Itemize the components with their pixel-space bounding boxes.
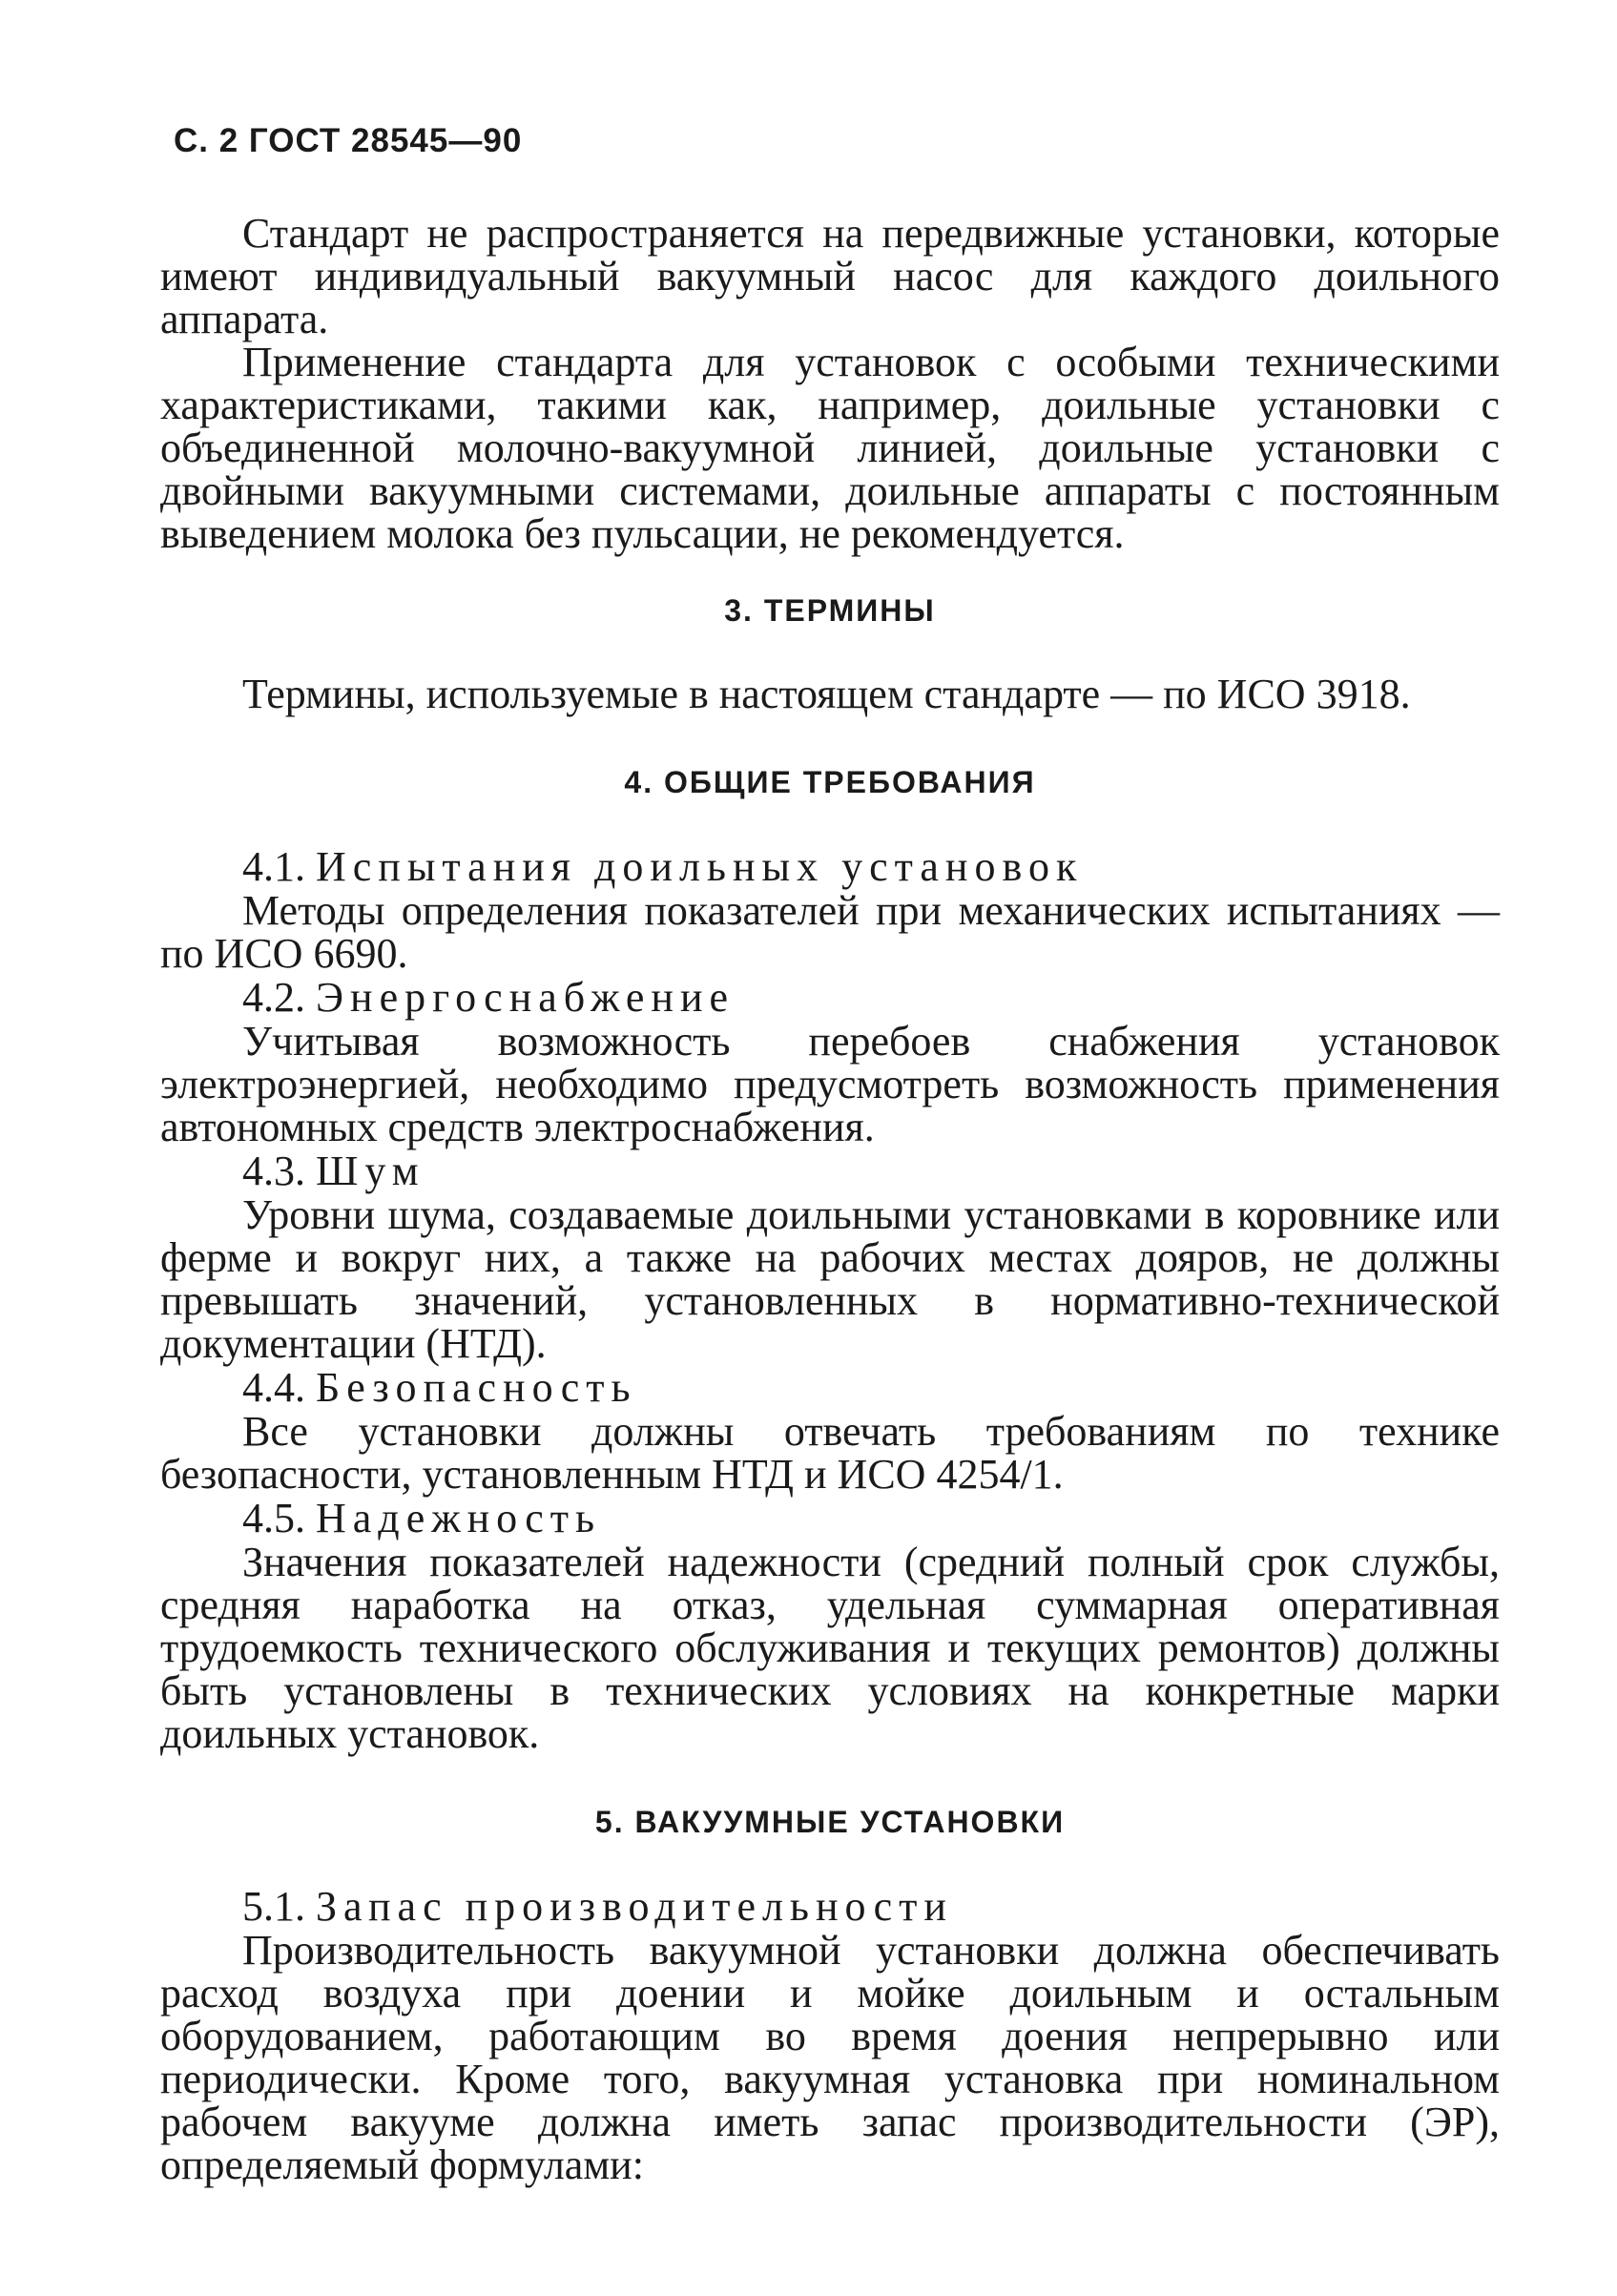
subsection-number: 4.2.	[242, 974, 305, 1021]
subsection-title: Безопасность	[316, 1364, 637, 1411]
intro-paragraph-2: Применение стандарта для установок с особыми техническими характеристиками, такими как, например, доильные установки с объединенной молочно-вакуумной линией, доильные установки с двойными вакуумными системами, доильные аппараты с постоянным выведением молока без пульсации, не рекомендуется.	[160, 339, 1500, 557]
intro-paragraph-1: Стандарт не распространяется на передвижные установки, которые имеют индивидуальный вакуумный насос для каждого доильного аппарата.	[160, 210, 1500, 342]
section-5-title: 5. ВАКУУМНЫЕ УСТАНОВКИ	[594, 1805, 1066, 1839]
subsection-5-1-heading	[160, 1884, 1500, 1929]
subsection-number: 4.3.	[242, 1148, 305, 1194]
subsection-4-5-text: Значения показателей надежности (средний полный срок службы, средняя наработка на отказ, удельная суммарная оперативная трудоемкость технического обслуживания и текущих ремонтов) должны быть установлены в технических условиях на конкретные марки доильных установок.	[160, 1539, 1500, 1757]
subsection-4-4-text: Все установки должны отвечать требованиям по технике безопасности, установленным НТД и ИСО 4254/1.	[160, 1408, 1500, 1498]
subsection-title: Надежность	[316, 1495, 602, 1541]
subsection-4-3-text: Уровни шума, создаваемые доильными установками в коровнике или ферме и вокруг них, а также на рабочих местах дояров, не должны превышать значений, установленных в нормативно-технической документации (НТД).	[160, 1191, 1500, 1367]
subsection-title: Энергоснабжение	[316, 974, 736, 1021]
subsection-4-1-heading	[160, 844, 1500, 889]
section-3-text: Термины, используемые в настоящем стандарте — по ИСО 3918.	[242, 671, 1411, 717]
section-4-title: 4. ОБЩИЕ ТРЕБОВАНИЯ	[624, 765, 1036, 799]
subsection-4-2-heading	[160, 975, 1500, 1020]
subsection-number: 4.5.	[242, 1495, 305, 1541]
subsection-number: 4.4.	[242, 1364, 305, 1411]
subsection-4-3-heading	[160, 1148, 1500, 1193]
section-3-title: 3. ТЕРМИНЫ	[724, 593, 936, 628]
subsection-title: Запас производительности	[316, 1883, 953, 1930]
subsection-4-4-heading	[160, 1365, 1500, 1410]
page-header: С. 2 ГОСТ 28545—90	[174, 122, 523, 159]
subsection-title: Испытания доильных установок	[316, 843, 1084, 890]
subsection-number: 4.1.	[242, 843, 305, 890]
subsection-number: 5.1.	[242, 1883, 305, 1930]
subsection-4-2-text: Учитывая возможность перебоев снабжения установок электроэнергией, необходимо предусмотреть возможность применения автономных средств электроснабжения.	[160, 1018, 1500, 1150]
subsection-4-5-heading	[160, 1496, 1500, 1541]
subsection-4-1-text: Методы определения показателей при механических испытаниях — по ИСО 6690.	[160, 887, 1500, 977]
subsection-title: Шум	[316, 1148, 425, 1194]
subsection-5-1-text: Производительность вакуумной установки должна обеспечивать расход воздуха при доении и мойке доильным и остальным оборудованием, работающим во время доения непрерывно или периодически. Кроме того, вакуумная установка при номинальном рабочем вакууме должна иметь запас производительности (ЭР), определяемый формулами:	[160, 1927, 1500, 2188]
document-body	[160, 212, 1500, 2186]
